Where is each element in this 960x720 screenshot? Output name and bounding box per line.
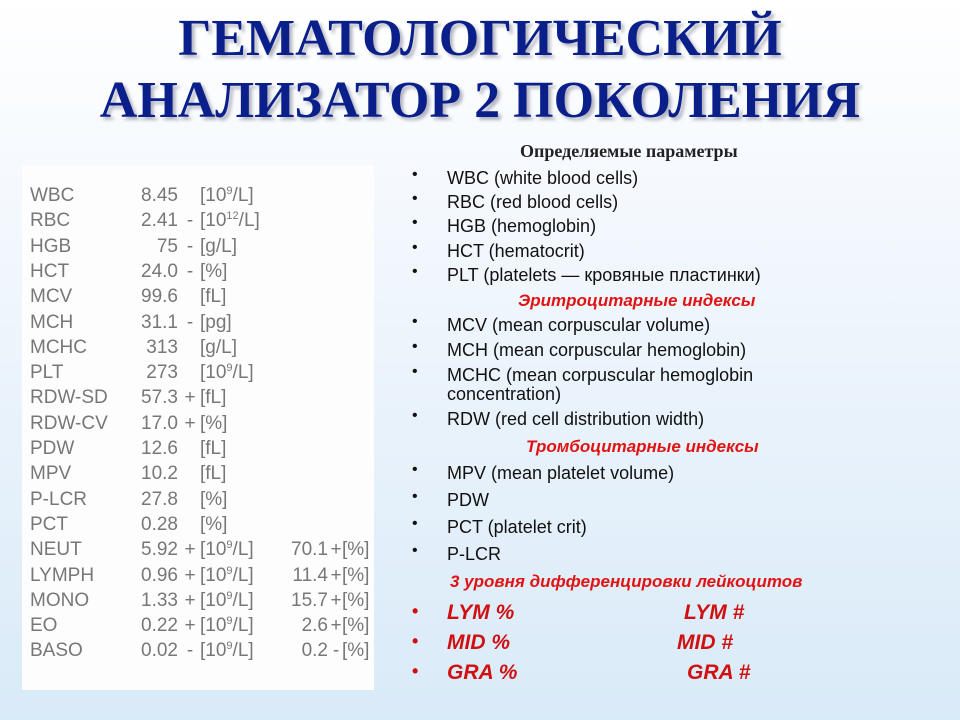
param-unit: [fL] <box>200 438 227 459</box>
item-text: MCV (mean corpuscular volume) <box>447 315 711 335</box>
item-text: WBC (white blood cells) <box>447 168 639 188</box>
param-value: 24.0 <box>141 260 178 282</box>
param-flag: - <box>186 640 194 662</box>
bullet-icon: • <box>412 363 418 380</box>
item-text: PDW <box>447 490 489 510</box>
param-name: EO <box>30 615 58 637</box>
params-heading: Определяемые параметры <box>520 141 738 161</box>
param-percent-unit: [%] <box>342 589 370 611</box>
param-value: 10.2 <box>141 463 178 485</box>
param-value: 2.41 <box>141 210 178 232</box>
param-percent-unit: [%] <box>342 615 370 637</box>
param-name: PCT <box>30 513 68 535</box>
param-unit: $[10^9/L]$ <box>200 362 254 384</box>
item-text: PCT (platelet crit) <box>447 517 587 537</box>
item-text: HCT (hematocrit) <box>447 241 585 261</box>
slide-title <box>0 8 960 132</box>
param-name: HCT <box>30 260 70 282</box>
param-percent-unit: [%] <box>342 564 370 586</box>
param-name: NEUT <box>30 539 82 561</box>
param-flag: + <box>184 539 196 561</box>
unit-exponent: 9 <box>226 589 233 602</box>
param-name: P-LCR <box>30 488 88 510</box>
param-flag: - <box>186 260 194 282</box>
param-value: 17.0 <box>141 412 178 434</box>
param-value: 5.92 <box>141 539 178 561</box>
param-name: PLT <box>30 362 64 384</box>
param-percent-flag: + <box>330 589 342 611</box>
bullet-icon: • <box>412 461 418 478</box>
param-name: HGB <box>30 235 72 257</box>
item-text: RBC (red blood cells) <box>447 192 619 212</box>
param-name: MONO <box>30 589 90 611</box>
param-percent-value: 0.2 <box>301 640 328 662</box>
param-name: WBC <box>30 185 75 206</box>
bullet-icon: • <box>412 239 418 256</box>
item-text: MCH (mean corpuscular hemoglobin) <box>447 340 747 360</box>
item-text-cont: concentration) <box>447 384 562 404</box>
item-text: RDW (red cell distribution width) <box>447 409 705 429</box>
bullet-icon: • <box>412 542 418 559</box>
param-value: 75 <box>156 235 178 257</box>
unit-exponent: 9 <box>226 564 233 577</box>
unit-exponent: 9 <box>226 615 233 628</box>
param-flag: - <box>186 235 194 257</box>
param-name: PDW <box>30 438 75 459</box>
param-value: 1.33 <box>141 589 178 611</box>
bullet-icon: • <box>412 601 419 621</box>
param-unit: $[10^{12}/L]$ <box>200 210 260 232</box>
bullet-icon: • <box>412 313 418 330</box>
bullet-icon: • <box>412 515 418 532</box>
unit-exponent: 9 <box>226 640 233 653</box>
leukocyte-absolute: LYM # <box>684 601 745 624</box>
param-unit: [%] <box>200 412 228 434</box>
param-percent-unit: [%] <box>342 640 370 662</box>
item-text: PLT (platelets — кровяные пластинки) <box>447 265 761 285</box>
item-text: HGB (hemoglobin) <box>447 216 597 236</box>
bullet-icon: • <box>412 407 418 424</box>
bullet-icon: • <box>412 166 418 183</box>
param-value: 27.8 <box>141 488 178 510</box>
bullet-icon: • <box>412 488 418 505</box>
param-unit: $[10^9/L]$ <box>200 640 254 662</box>
param-percent-flag: + <box>330 615 342 637</box>
bullet-icon: • <box>412 263 418 280</box>
analyzer-printout <box>22 165 374 690</box>
title-line-2: АНАЛИЗАТОР 2 ПОКОЛЕНИЯ <box>99 72 861 129</box>
param-unit: [fL] <box>200 286 227 308</box>
param-value: 0.22 <box>141 615 178 637</box>
leukocyte-percent: MID % <box>447 631 510 654</box>
bullet-icon: • <box>412 631 419 651</box>
param-unit: [g/L] <box>200 235 237 257</box>
unit-exponent: 12 <box>226 210 239 223</box>
param-unit: [%] <box>200 513 228 535</box>
param-percent-unit: [%] <box>342 539 370 561</box>
param-value: 57.3 <box>141 387 178 409</box>
leukocyte-percent: LYM % <box>447 601 515 624</box>
bullet-icon: • <box>412 338 418 355</box>
item-text: P-LCR <box>447 544 502 564</box>
param-unit: [fL] <box>200 463 227 485</box>
param-value: 99.6 <box>141 286 178 308</box>
leukocyte-diff-heading: 3 уровня дифференцировки лейкоцитов <box>450 572 803 591</box>
param-value: 8.45 <box>141 185 178 206</box>
param-unit: [g/L] <box>200 336 237 358</box>
item-text: MCHC (mean corpuscular hemoglobin <box>447 365 754 385</box>
param-value: 0.28 <box>141 513 178 535</box>
param-unit: [%] <box>200 260 228 282</box>
erythro-indices-heading: Эритроцитарные индексы <box>518 291 756 310</box>
param-name: RDW-CV <box>30 412 108 434</box>
param-unit: [fL] <box>200 387 227 409</box>
param-name: MPV <box>30 463 72 485</box>
item-text: MPV (mean platelet volume) <box>447 463 675 483</box>
param-name: MCHC <box>30 336 87 358</box>
param-name: MCV <box>30 286 73 308</box>
param-percent-value: 15.7 <box>291 589 328 611</box>
param-percent-flag: + <box>330 564 342 586</box>
param-percent-flag: - <box>332 640 340 662</box>
param-value: 12.6 <box>141 438 178 459</box>
leukocyte-absolute: GRA # <box>687 661 751 684</box>
param-flag: + <box>184 615 196 637</box>
param-name: LYMPH <box>30 564 95 586</box>
param-value: 0.96 <box>141 564 178 586</box>
param-name: MCH <box>30 311 74 333</box>
unit-exponent: 9 <box>226 539 233 552</box>
param-flag: + <box>184 387 196 409</box>
param-unit: $[10^9/L]$ <box>200 539 254 561</box>
param-unit: $[10^9/L]$ <box>200 564 254 586</box>
param-flag: + <box>184 589 196 611</box>
param-value: 0.02 <box>141 640 178 662</box>
param-percent-value: 2.6 <box>301 615 328 637</box>
param-value: 31.1 <box>141 311 178 333</box>
param-unit: [%] <box>200 488 228 510</box>
leukocyte-percent: GRA % <box>447 661 518 684</box>
param-value: 313 <box>146 336 178 358</box>
param-name: BASO <box>30 640 83 662</box>
param-percent-value: 70.1 <box>291 539 328 561</box>
unit-exponent: 9 <box>226 185 233 197</box>
param-flag: - <box>186 311 194 333</box>
leukocyte-absolute: MID # <box>677 631 734 654</box>
bullet-icon: • <box>412 190 418 207</box>
unit-exponent: 9 <box>226 362 233 375</box>
param-flag: + <box>184 564 196 586</box>
title-line-1: ГЕМАТОЛОГИЧЕСКИЙ <box>178 10 782 67</box>
param-value: 273 <box>146 362 178 384</box>
param-percent-flag: + <box>330 539 342 561</box>
param-unit: $[10^9/L]$ <box>200 615 254 637</box>
thrombo-indices-heading: Тромбоцитарные индексы <box>526 437 759 456</box>
param-name: RDW-SD <box>30 387 108 409</box>
bullet-icon: • <box>412 661 419 681</box>
param-unit: [pg] <box>200 311 232 333</box>
param-percent-value: 11.4 <box>292 564 328 586</box>
bullet-icon: • <box>412 214 418 231</box>
param-unit: $[10^9/L]$ <box>200 589 254 611</box>
param-unit: $[10^9/L]$ <box>200 185 254 206</box>
param-flag: + <box>184 412 196 434</box>
param-flag: - <box>186 210 194 232</box>
param-name: RBC <box>30 210 71 232</box>
